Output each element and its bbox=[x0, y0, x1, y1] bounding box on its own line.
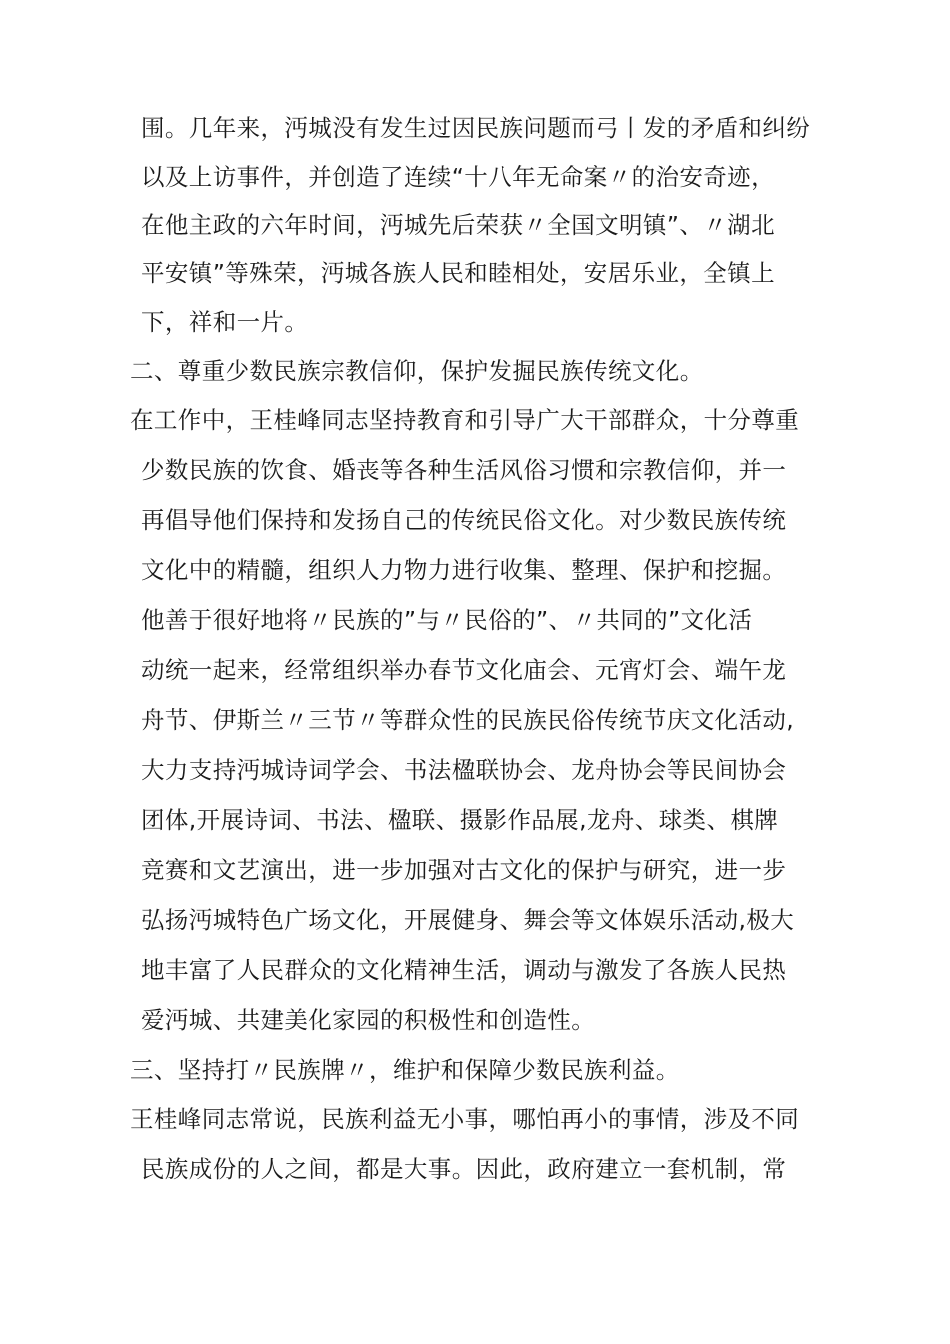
text-line: 竞赛和文艺演出，进一步加强对古文化的保护与研究，进一步 bbox=[141, 856, 787, 884]
text-line: 围。几年来，沔城没有发生过因民族问题而弓丨发的矛盾和纠纷 bbox=[141, 114, 811, 142]
text-line: 以及上访事件，并创造了连续“十八年无命案〃的治安奇迹， bbox=[141, 163, 775, 191]
text-line: 大力支持沔城诗词学会、书法楹联协会、龙舟协会等民间协会 bbox=[141, 756, 787, 784]
text-line: 文化中的精髓，组织人力物力进行收集、整理、保护和挖掘。 bbox=[141, 556, 787, 584]
paragraph-first-line: 在工作中，王桂峰同志坚持教育和引导广大干部群众，十分尊重 bbox=[130, 406, 800, 434]
text-line: 弘扬沔城特色广场文化，开展健身、舞会等文体娱乐活动,极大 bbox=[141, 906, 795, 934]
text-line: 下，祥和一片。 bbox=[141, 308, 309, 336]
text-line: 舟节、伊斯兰〃三节〃等群众性的民族民俗传统节庆文化活动, bbox=[141, 706, 795, 734]
section-heading: 三、坚持打〃民族牌〃，维护和保障少数民族利益。 bbox=[130, 1056, 680, 1084]
text-line: 他善于很好地将〃民族的”与〃民俗的”、〃共同的”文化活 bbox=[141, 606, 753, 634]
text-line: 团体,开展诗词、书法、楹联、摄影作品展,龙舟、球类、棋牌 bbox=[141, 806, 779, 834]
text-line: 地丰富了人民群众的文化精神生活，调动与激发了各族人民热 bbox=[141, 956, 787, 984]
text-line: 少数民族的饮食、婚丧等各种生活风俗习惯和宗教信仰，并一 bbox=[141, 456, 787, 484]
paragraph-first-line: 王桂峰同志常说，民族利益无小事，哪怕再小的事情，涉及不同 bbox=[130, 1105, 800, 1133]
section-heading: 二、尊重少数民族宗教信仰，保护发掘民族传统文化。 bbox=[130, 357, 704, 385]
text-line: 在他主政的六年时间，沔城先后荣获〃全国文明镇”、〃湖北 bbox=[141, 211, 775, 239]
text-line: 再倡导他们保持和发扬自己的传统民俗文化。对少数民族传统 bbox=[141, 506, 787, 534]
text-line: 动统一起来，经常组织举办春节文化庙会、元宵灯会、端午龙 bbox=[141, 656, 787, 684]
text-line: 平安镇”等殊荣，沔城各族人民和睦相处，安居乐业，全镇上 bbox=[141, 259, 775, 287]
text-line: 爱沔城、共建美化家园的积极性和创造性。 bbox=[141, 1006, 596, 1034]
text-line: 民族成份的人之间，都是大事。因此，政府建立一套机制，常 bbox=[141, 1155, 787, 1183]
